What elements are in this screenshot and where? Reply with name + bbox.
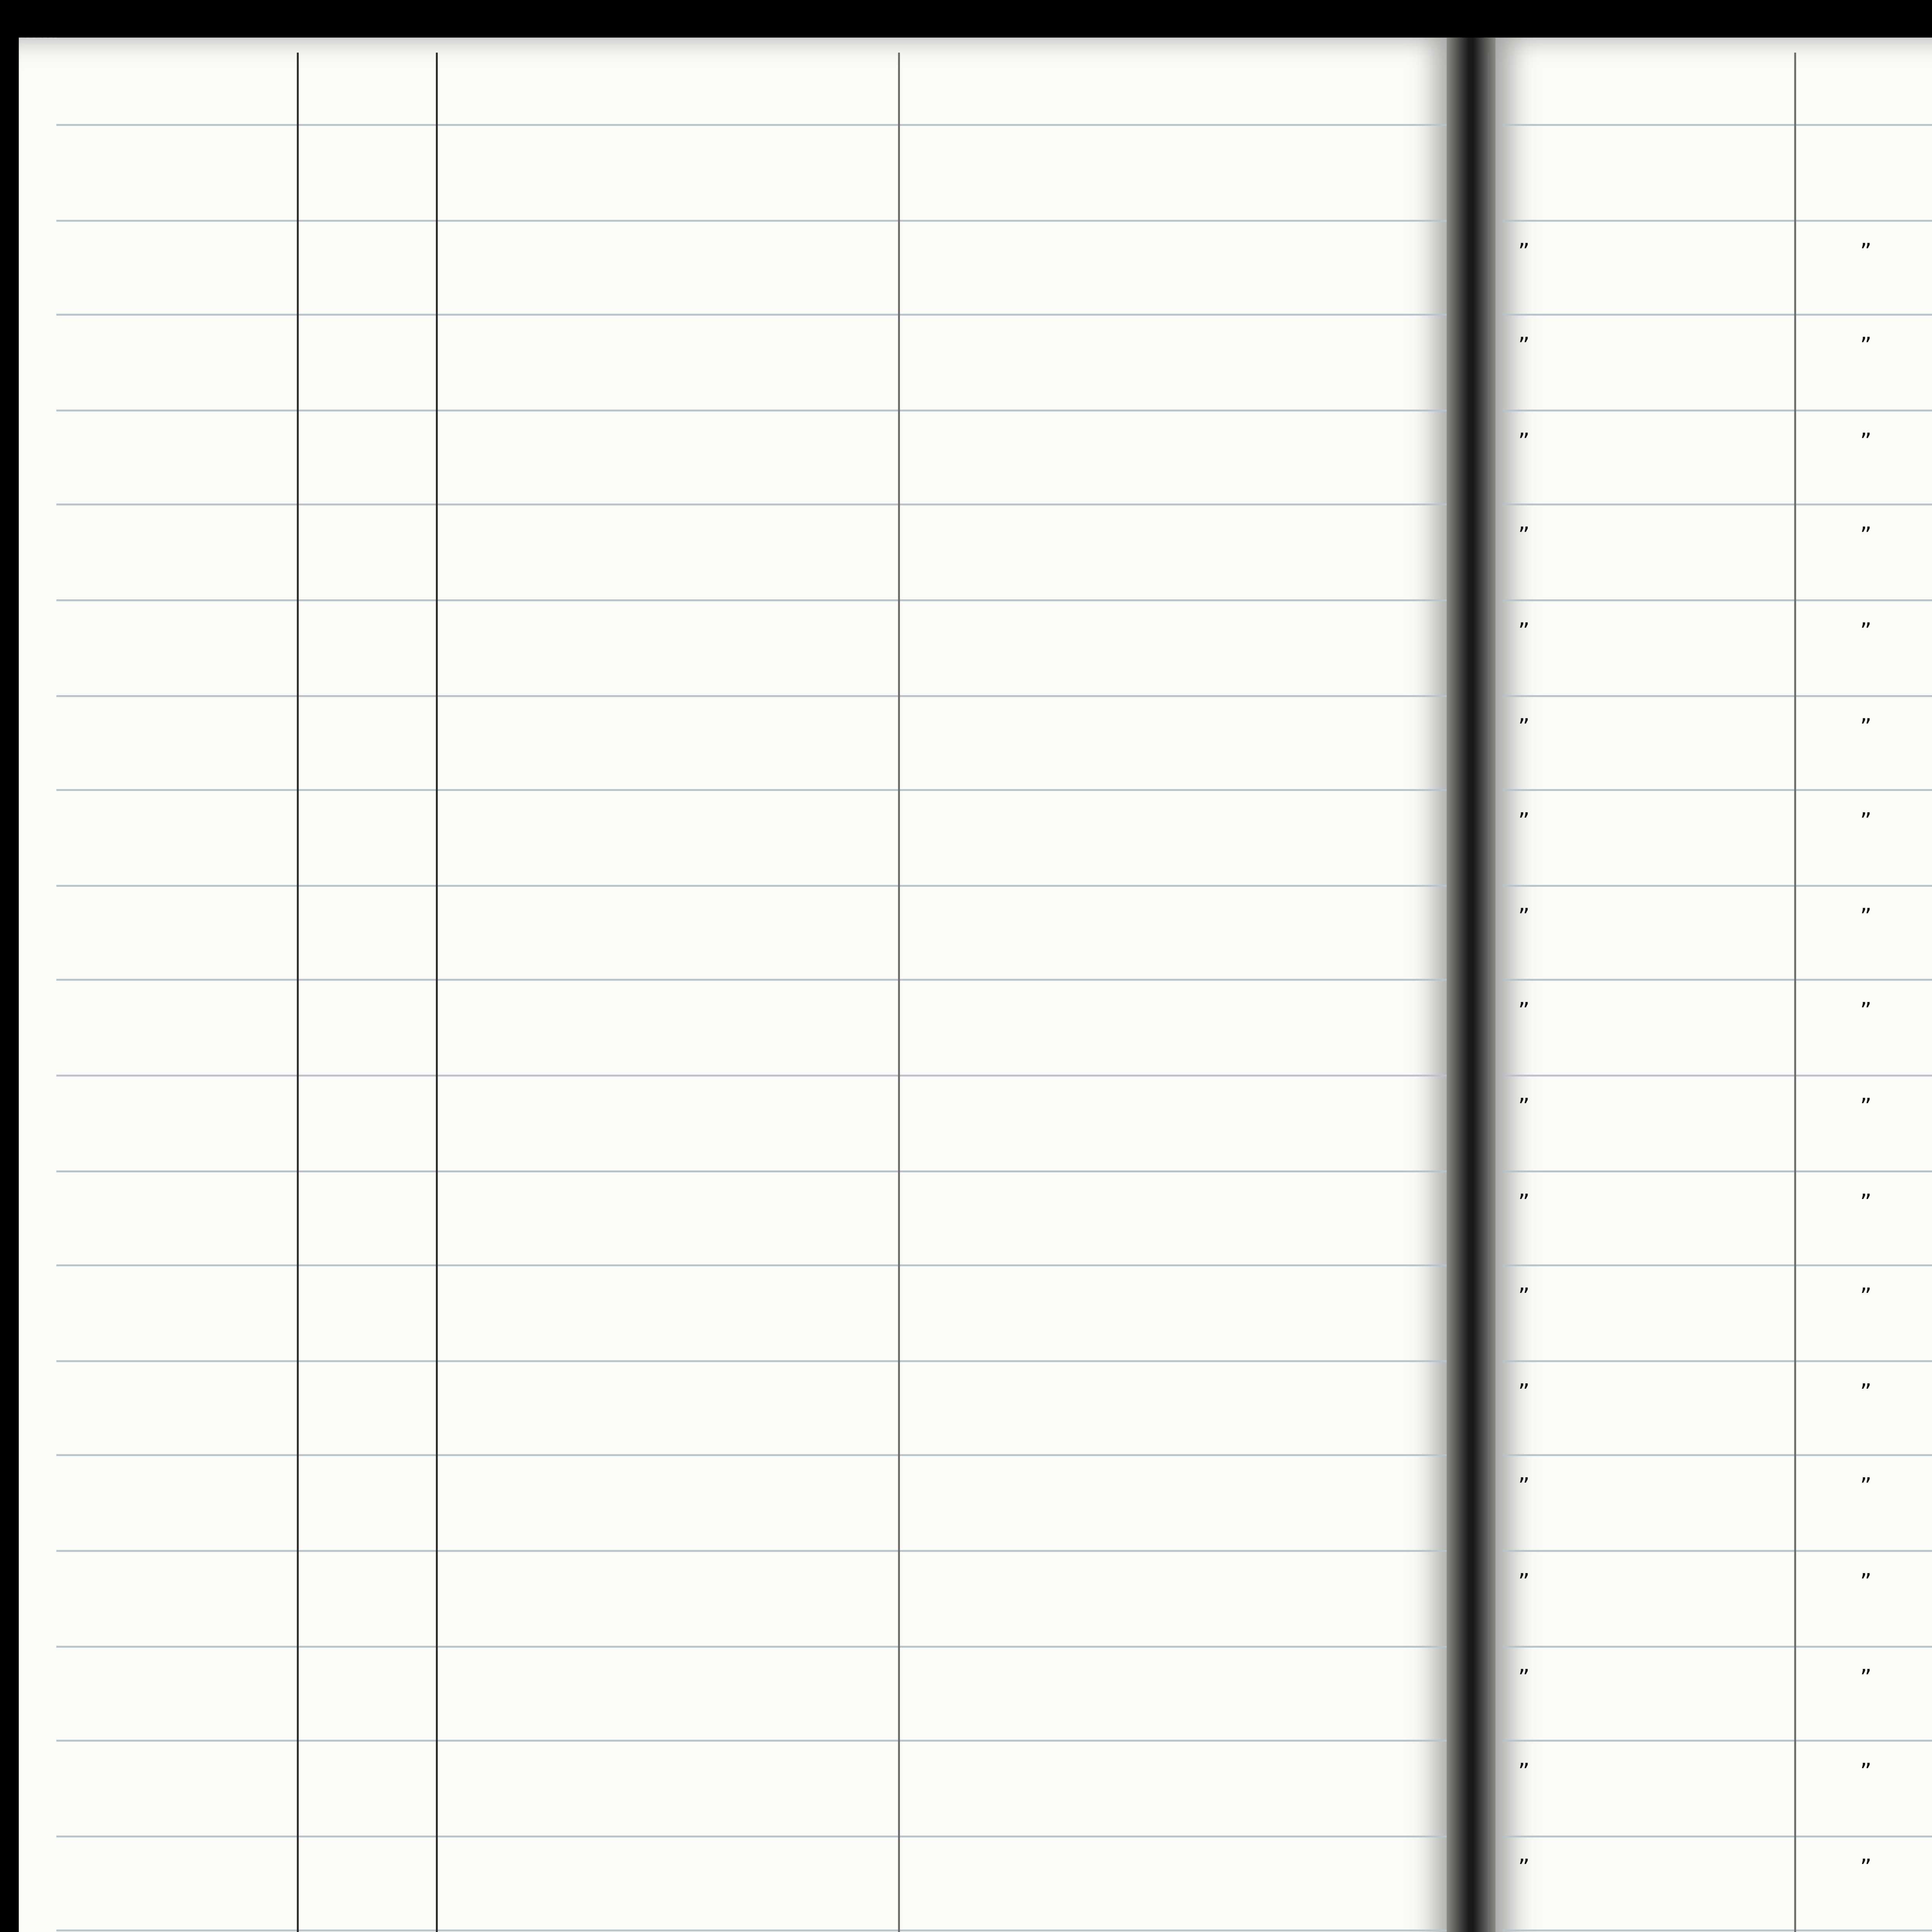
- right-ruled-line: [1503, 1645, 1932, 1647]
- collector-ditto: ”: [1518, 1473, 1530, 1500]
- collector-ditto: ”: [1518, 713, 1530, 740]
- collector-ditto: ”: [1518, 238, 1530, 264]
- collector-ditto: ”: [1518, 428, 1530, 454]
- right-ruled-line: [1503, 314, 1932, 316]
- column-rule: [1794, 53, 1796, 1932]
- left-ruled-line: [56, 219, 1447, 221]
- left-ruled-line: [56, 884, 1447, 886]
- donor-ditto: ”: [1860, 1378, 1872, 1405]
- donor-ditto: ”: [1860, 618, 1872, 645]
- donor-ditto: ”: [1860, 1663, 1872, 1690]
- column-rule: [898, 53, 900, 1932]
- right-ruled-line: [1503, 504, 1932, 506]
- collector-ditto: ”: [1518, 1093, 1530, 1120]
- right-ruled-line: [1503, 1360, 1932, 1362]
- collector-ditto: ”: [1518, 1378, 1530, 1405]
- left-ruled-line: [56, 694, 1447, 696]
- collector-ditto: ”: [1518, 998, 1530, 1025]
- right-ruled-line: [1503, 1265, 1932, 1267]
- collector-ditto: ”: [1518, 1854, 1530, 1881]
- left-ruled-line: [56, 1455, 1447, 1457]
- right-ruled-line: [1503, 884, 1932, 886]
- right-ruled-line: [1503, 1455, 1932, 1457]
- left-ruled-line: [56, 789, 1447, 791]
- left-ruled-line: [56, 599, 1447, 601]
- donor-ditto: ”: [1860, 523, 1872, 549]
- left-ruled-line: [56, 1645, 1447, 1647]
- collector-ditto: ”: [1518, 1663, 1530, 1690]
- donor-ditto: ”: [1860, 903, 1872, 930]
- donor-ditto: ”: [1860, 1759, 1872, 1786]
- donor-ditto: ”: [1860, 428, 1872, 454]
- right-ruled-line: [1503, 1930, 1932, 1932]
- right-ruled-line: [1503, 980, 1932, 981]
- donor-ditto: ”: [1860, 1568, 1872, 1595]
- left-ruled-line: [56, 504, 1447, 506]
- collector-ditto: ”: [1518, 808, 1530, 835]
- right-ruled-line: [1503, 124, 1932, 126]
- donor-ditto: ”: [1860, 238, 1872, 264]
- left-ruled-line: [56, 314, 1447, 316]
- collector-ditto: ”: [1518, 903, 1530, 930]
- collector-ditto: ”: [1518, 1759, 1530, 1786]
- right-ruled-line: [1503, 1075, 1932, 1077]
- left-ruled-line: [56, 1835, 1447, 1837]
- right-ruled-line: [1503, 694, 1932, 696]
- donor-ditto: ”: [1860, 808, 1872, 835]
- left-ruled-line: [56, 1170, 1447, 1172]
- left-ruled-line: [56, 409, 1447, 411]
- collector-ditto: ”: [1518, 1188, 1530, 1215]
- right-ruled-line: [1503, 409, 1932, 411]
- left-ruled-line: [56, 1265, 1447, 1267]
- donor-ditto: ”: [1860, 1473, 1872, 1500]
- left-ruled-line: [56, 1360, 1447, 1362]
- left-ruled-line: [56, 1550, 1447, 1552]
- right-ruled-line: [1503, 1550, 1932, 1552]
- donor-ditto: ”: [1860, 1093, 1872, 1120]
- collector-ditto: ”: [1518, 1283, 1530, 1310]
- right-leaf: [1484, 37, 1932, 1932]
- right-ruled-line: [1503, 789, 1932, 791]
- right-ruled-line: [1503, 1170, 1932, 1172]
- left-ruled-line: [56, 1740, 1447, 1742]
- right-ruled-line: [1503, 1835, 1932, 1837]
- donor-ditto: ”: [1860, 1188, 1872, 1215]
- left-ruled-line: [56, 1075, 1447, 1077]
- left-ruled-line: [56, 124, 1447, 126]
- collector-ditto: ”: [1518, 333, 1530, 359]
- column-rule: [297, 53, 299, 1932]
- left-leaf: [19, 37, 1462, 1932]
- donor-ditto: ”: [1860, 1854, 1872, 1881]
- donor-ditto: ”: [1860, 998, 1872, 1025]
- right-ruled-line: [1503, 599, 1932, 601]
- column-rule: [436, 53, 438, 1932]
- donor-ditto: ”: [1860, 333, 1872, 359]
- donor-ditto: ”: [1860, 713, 1872, 740]
- collector-ditto: ”: [1518, 523, 1530, 549]
- donor-ditto: ”: [1860, 1283, 1872, 1310]
- right-ruled-line: [1503, 219, 1932, 221]
- left-ruled-line: [56, 1930, 1447, 1932]
- left-ruled-line: [56, 980, 1447, 981]
- collector-ditto: ”: [1518, 618, 1530, 645]
- right-ruled-line: [1503, 1740, 1932, 1742]
- column-rule: [1488, 53, 1490, 1932]
- collector-ditto: ”: [1518, 1568, 1530, 1595]
